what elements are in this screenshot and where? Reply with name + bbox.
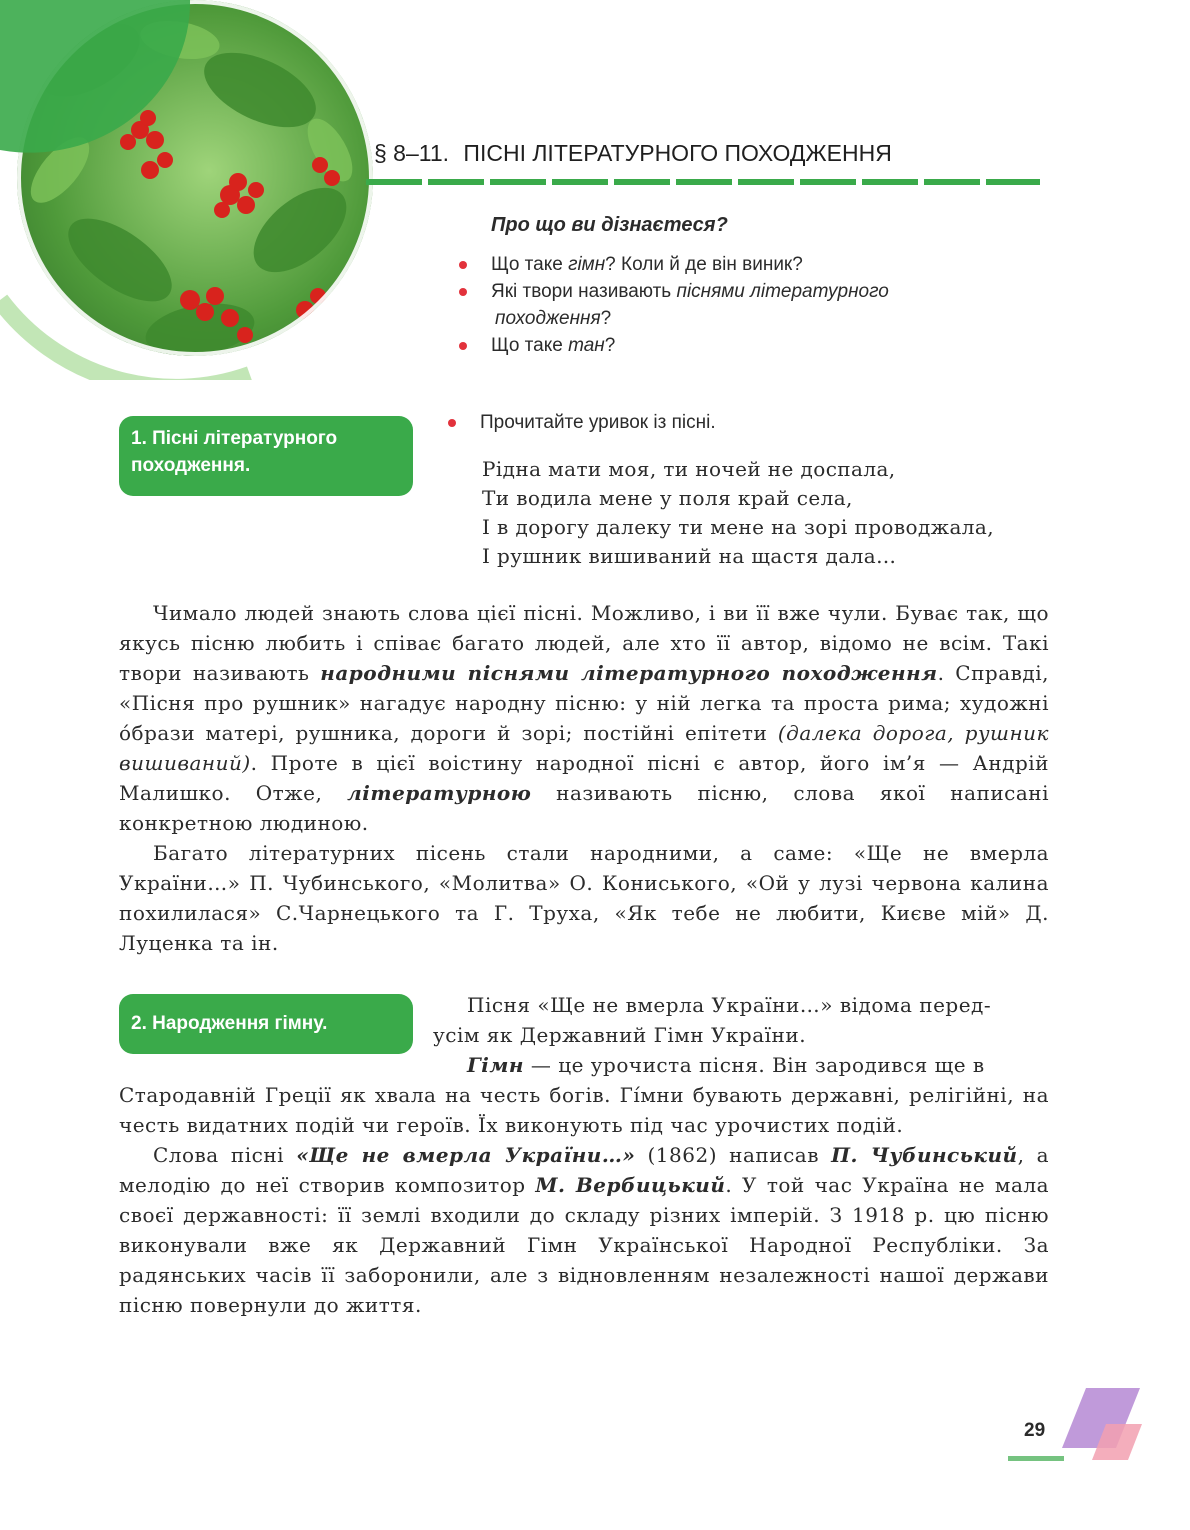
poem-line: Рідна мати моя, ти ночей не доспала,: [482, 457, 896, 481]
goal-item: Що таке тан?: [458, 332, 1018, 359]
viburnum-berries-photo: [0, 0, 380, 380]
song-excerpt: [482, 455, 994, 571]
goal-item: Що таке гімн? Коли й де він виник?: [458, 251, 1018, 278]
paragraph: Чимало людей знають слова цієї пісні. Можливо, і ви її вже чули. Буває так, що якусь пісню любить і співає багато людей, але хто її автор, відомо не всім. Такі твори називають народними піснями літературного походження. Справді, «Пісня про рушник» нагадує народну пісню: у ній легка та проста рима; художні о́брази матері, рушника, дороги й зорі; постійні епітети (далека дорога, рушник вишиваний). Проте в цієї воістину народної пісні є автор, його ім’я — Андрій Малишко. Отже, літературною називають пісню, слова якої написані конкретною людиною.: [119, 601, 1050, 835]
page-number: 29: [1024, 1420, 1046, 1441]
paragraph: Багато літературних пісень стали народними, а саме: «Ще не вмерла України…» П. Чубинського, «Молитва» О. Кониського, «Ой у лузі червона калина похилилася» С.Чарнецького та Г. Труха, «Як тебе не любити, Києве мій» Д. Луценка та ін.: [119, 841, 1049, 955]
body-text-section-2: [119, 990, 1049, 1320]
goal-item: Які твори називають піснями літературного походження?: [458, 278, 1018, 332]
goals-title: Про що ви дізнаєтеся?: [491, 214, 728, 236]
paragraph-gimn-rest: Стародавній Греції як хвала на честь богів. Гі́мни бувають державні, релігійні, на честь видатних подій чи героїв. Їх виконують під час урочистих подій.: [119, 1083, 1049, 1137]
poem-line: Ти водила мене у поля край села,: [482, 486, 853, 510]
title-underline: [366, 179, 1040, 185]
bullet-icon: [459, 342, 467, 350]
poem-line: І в дорогу далеку ти мене на зорі проводжала,: [482, 515, 994, 539]
paragraph-gimn-start: Гімн — це урочиста пісня. Він зародився ще в: [467, 1053, 985, 1077]
bullet-icon: [459, 261, 467, 269]
corner-decoration: [1000, 1380, 1150, 1470]
section-heading-1: 1. Пісні літературного походження.: [119, 416, 413, 496]
paragraph-number: § 8–11.: [374, 140, 450, 166]
section-heading-2: 2. Народження гімну.: [119, 994, 413, 1054]
poem-line: І рушник вишиваний на щастя дала…: [482, 544, 897, 568]
bullet-icon: [459, 288, 467, 296]
paragraph-lead-cont: усім як Державний Гімн України.: [433, 1023, 807, 1047]
reading-instruction: Прочитайте уривок із пісні.: [448, 412, 716, 434]
body-text-section-1: [119, 598, 1049, 958]
paragraph: Слова пісні «Ще не вмерла України…» (1862) написав П. Чубинський, а мелодію до неї створив композитор М. Вербицький. У той час Україна не мала своєї державності: її землі входили до складу різних імперій. З 1918 р. цю пісню виконували вже як Державний Гімн Української Народної Республіки. За радянських часів її заборонили, але з відновленням незалежності нашої держави пісню повернули до життя.: [119, 1143, 1050, 1317]
paragraph-lead: Пісня «Ще не вмерла України…» відома перед-: [467, 993, 992, 1017]
bullet-icon: [448, 419, 456, 427]
chapter-title-text: ПІСНІ ЛІТЕРАТУРНОГО ПОХОДЖЕННЯ: [463, 140, 892, 166]
learning-goals: [458, 214, 1018, 359]
chapter-title: [374, 140, 892, 167]
